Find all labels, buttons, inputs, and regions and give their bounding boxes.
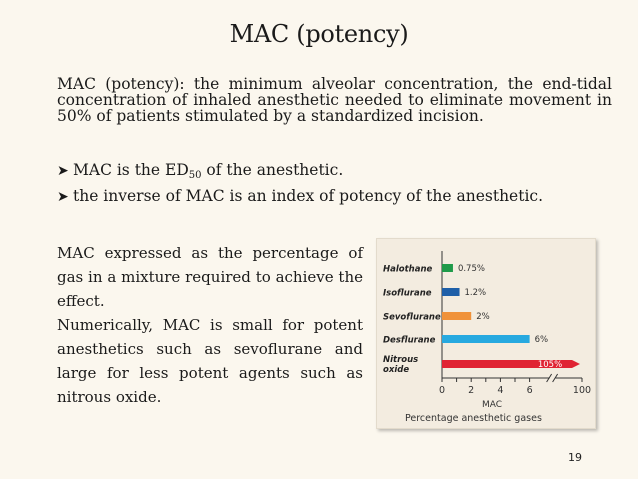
x-axis-label: MAC [481, 400, 503, 410]
bullet-ed50-post: of the anesthetic. [201, 161, 344, 179]
x-tick-label: 6 [526, 385, 533, 396]
x-tick-label: 0 [438, 385, 446, 396]
category-label-line: Sevoflurane [383, 312, 441, 323]
bar [442, 288, 460, 296]
x-tick-label: 2 [468, 385, 475, 396]
category-label [383, 313, 441, 323]
bullet-ed50-pre: MAC is the ED [73, 161, 189, 179]
arrow-right-icon: ➤ [57, 163, 69, 179]
bar [442, 335, 530, 343]
bar [442, 264, 453, 272]
bullet-inverse [57, 187, 543, 205]
explanation-paragraph-1: MAC expressed as the percentage of gas in a mixture required to achieve the effect. [57, 244, 363, 310]
value-label: 105% [537, 360, 563, 370]
mac-explanation [57, 241, 363, 409]
category-label [383, 336, 436, 346]
bullet-ed50 [57, 161, 343, 181]
category-label-line: oxide [383, 365, 410, 375]
category-label [383, 265, 433, 275]
category-label [383, 355, 418, 375]
value-label: 0.75% [457, 264, 485, 274]
value-label: 1.2% [464, 288, 487, 298]
slide-title: MAC (potency) [229, 20, 409, 48]
value-label: 2% [476, 312, 490, 322]
mac-definition: MAC (potency): the minimum alveolar concentration, the end-tidal concentration of inhaled anesthetic needed to eliminate movement in 50% of patients stimulated by a standardized incision. [57, 75, 612, 125]
explanation-paragraph-2: Numerically, MAC is small for potent anesthetics such as sevoflurane and large for less potent agents such as nitrous oxide. [57, 316, 363, 406]
value-label: 6% [534, 335, 549, 345]
category-label-line: Nitrous [383, 355, 419, 365]
category-label-line: Desflurane [383, 335, 436, 346]
x-tick-label: 4 [497, 385, 504, 396]
page-number: 19 [568, 451, 582, 464]
bar [442, 312, 471, 320]
chart-svg [377, 239, 595, 428]
arrow-right-icon: ➤ [57, 189, 69, 205]
category-label-line: Isoflurane [383, 288, 432, 299]
mac-bar-chart [376, 238, 596, 429]
x-tick-label: 100 [572, 385, 592, 396]
chart-caption: Percentage anesthetic gases [405, 413, 542, 424]
bullet-inverse-text: the inverse of MAC is an index of potency of the anesthetic. [73, 187, 544, 205]
category-label-line: Halothane [383, 264, 433, 275]
category-label [383, 289, 432, 299]
bullet-ed50-sub: 50 [188, 170, 202, 181]
